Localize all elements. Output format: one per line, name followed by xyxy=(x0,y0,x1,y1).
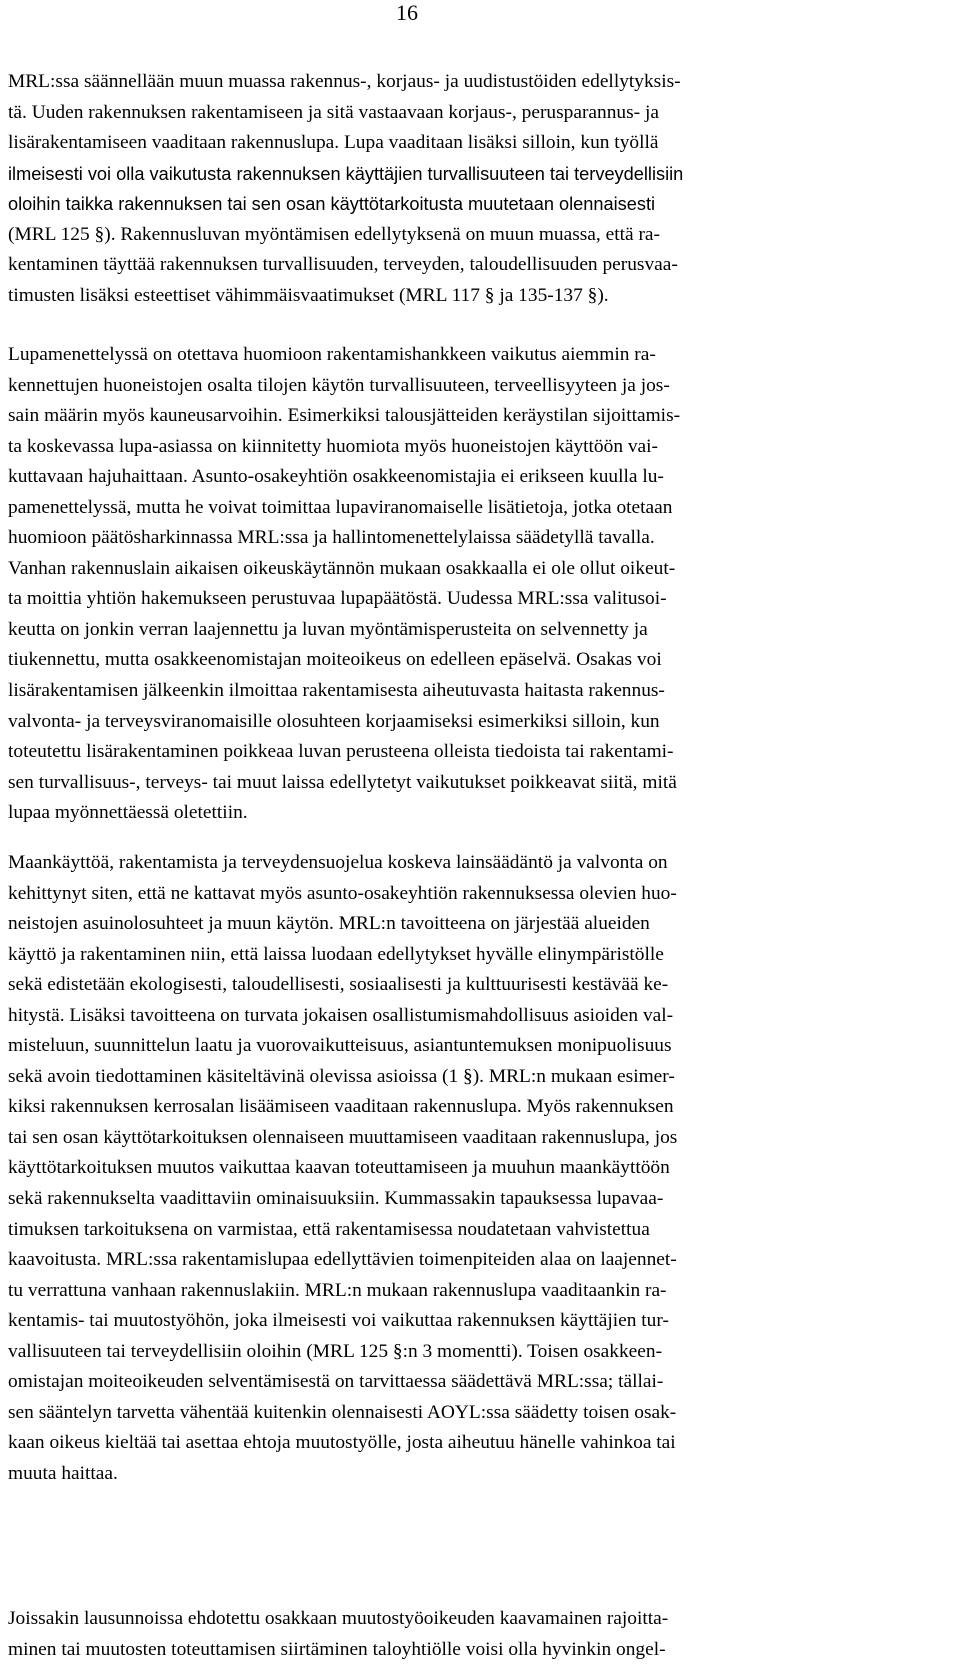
text-line: kiksi rakennuksen kerrosalan lisäämiseen vaaditaan rakennuslupa. Myös rakennuksen xyxy=(8,1096,674,1118)
text-line: minen tai muutosten toteuttamisen siirtäminen taloyhtiölle voisi olla hyvinkin ongel- xyxy=(8,1638,666,1660)
text-line: kehittynyt siten, että ne kattavat myös asunto-osakeyhtiön rakennuksessa olevien huo- xyxy=(8,882,677,904)
text-line: kennettujen huoneistojen osalta tilojen käytön turvallisuuteen, terveellisyyteen ja jos- xyxy=(8,374,670,396)
text-line: valvonta- ja terveysviranomaisille olosuhteen korjaamiseksi esimerkiksi silloin, kun xyxy=(8,710,660,732)
text-line: timuksen tarkoituksena on varmistaa, että rakentamisessa noudatetaan vahvistettua xyxy=(8,1218,650,1240)
text-line: sekä rakennukselta vaadittaviin ominaisuuksiin. Kummassakin tapauksessa lupavaa- xyxy=(8,1188,664,1210)
text-line: timusten lisäksi esteettiset vähimmäisvaatimukset (MRL 117 § ja 135-137 §). xyxy=(8,284,609,306)
text-line: kentamis- tai muutostyöhön, joka ilmeisesti voi vaikuttaa rakennuksen käyttäjien tur- xyxy=(8,1310,669,1332)
text-line: ta moittia yhtiön hakemukseen perustuvaa lupapäätöstä. Uudessa MRL:ssa valitusoi- xyxy=(8,588,667,610)
text-line: kaan oikeus kieltää tai asettaa ehtoja muutostyölle, josta aiheutuu hänelle vahinkoa tai xyxy=(8,1432,676,1454)
text-line: kaavoitusta. MRL:ssa rakentamislupaa edellyttävien toimenpiteiden alaa on laajennet- xyxy=(8,1249,677,1271)
text-line: sen turvallisuus-, terveys- tai muut laissa edellytetyt vaikutukset poikkeavat siitä, mitä xyxy=(8,771,677,793)
text-line: toteutettu lisärakentaminen poikkeaa luvan perusteena olleista tiedoista tai rakentami- xyxy=(8,741,674,763)
text-line: tai sen osan käyttötarkoituksen olennaiseen muuttamiseen vaaditaan rakennuslupa, jos xyxy=(8,1126,678,1148)
text-line: huomioon päätösharkinnassa MRL:ssa ja hallintomenettelylaissa säädetyllä tavalla. xyxy=(8,527,655,549)
text-line: kentaminen täyttää rakennuksen turvallisuuden, terveyden, taloudellisuuden perusvaa- xyxy=(8,254,678,276)
text-line: tä. Uuden rakennuksen rakentamiseen ja sitä vastaavaan korjaus-, perusparannus- ja xyxy=(8,101,659,123)
text-line: ilmeisesti voi olla vaikutusta rakennuksen käyttäjien turvallisuuteen tai terveydellisiin xyxy=(8,163,684,184)
text-line: vallisuuteen tai terveydellisiin oloihin (MRL 125 §:n 3 momentti). Toisen osakkeen- xyxy=(8,1340,663,1362)
text-line: käyttötarkoituksen muutos vaikuttaa kaavan toteuttamiseen ja muuhun maankäyttöön xyxy=(8,1157,670,1179)
paragraph-3 xyxy=(8,848,928,1489)
text-line: sen sääntelyn tarvetta vähentää kuitenkin olennaisesti AOYL:ssa säädetty toisen osak- xyxy=(8,1401,677,1423)
text-line: pamenettelyssä, mutta he voivat toimittaa lupaviranomaiselle lisätietoja, jotka otetaan xyxy=(8,496,673,518)
text-line: Vanhan rakennuslain aikaisen oikeuskäytännön mukaan osakkaalla ei ole ollut oikeut- xyxy=(8,557,676,579)
text-line: keutta on jonkin verran laajennettu ja luvan myöntämisperusteita on selvennetty ja xyxy=(8,618,648,640)
page-number: 16 xyxy=(396,0,418,25)
text-line: oloihin taikka rakennuksen tai sen osan käyttötarkoitusta muutetaan olennaisesti xyxy=(8,194,656,215)
text-line: tu verrattuna vanhaan rakennuslakiin. MRL:n mukaan rakennuslupa vaaditaankin ra- xyxy=(8,1279,667,1301)
text-line: sekä edistetään ekologisesti, taloudellisesti, sosiaalisesti ja kulttuurisesti kestävää ke- xyxy=(8,974,669,996)
text-line: lisärakentamiseen vaaditaan rakennuslupa. Lupa vaaditaan lisäksi silloin, kun työllä xyxy=(8,132,659,154)
text-line: MRL:ssa säännellään muun muassa rakennus-, korjaus- ja uudistustöiden edellytyksis- xyxy=(8,71,681,92)
text-line: Joissakin lausunnoissa ehdotettu osakkaan muutostyöoikeuden kaavamainen rajoitta- xyxy=(8,1608,669,1629)
paragraph-2 xyxy=(8,340,928,829)
text-line: lisärakentamisen jälkeenkin ilmoittaa rakentamisesta aiheutuvasta haitasta rakennus- xyxy=(8,680,665,702)
text-line: sekä avoin tiedottaminen käsiteltävinä olevissa asioissa (1 §). MRL:n mukaan esimer- xyxy=(8,1065,675,1087)
text-line: omistajan moiteoikeuden selventämisestä on tarvittaessa säädettävä MRL:ssa; tällai- xyxy=(8,1371,664,1393)
paragraph-4 xyxy=(8,1604,928,1665)
paragraph-1 xyxy=(8,67,928,311)
text-line: kuttavaan hajuhaittaan. Asunto-osakeyhtiön osakkeenomistajia ei erikseen kuulla lu- xyxy=(8,466,664,488)
text-line: käyttö ja rakentaminen niin, että laissa luodaan edellytykset hyvälle elinympäristölle xyxy=(8,943,664,965)
text-line: misteluun, suunnittelun laatu ja vuorovaikutteisuus, asiantuntemuksen monipuolisuus xyxy=(8,1035,672,1057)
text-line: Maankäyttöä, rakentamista ja terveydensuojelua koskeva lainsäädäntö ja valvonta on xyxy=(8,852,668,873)
text-line: (MRL 125 §). Rakennusluvan myöntämisen edellytyksenä on muun muassa, että ra- xyxy=(8,223,660,245)
text-line: Lupamenettelyssä on otettava huomioon rakentamishankkeen vaikutus aiemmin ra- xyxy=(8,344,656,365)
text-line: ta koskevassa lupa-asiassa on kiinnitetty huomiota myös huoneistojen käyttöön vai- xyxy=(8,435,659,457)
text-line: neistojen asuinolosuhteet ja muun käytön. MRL:n tavoitteena on järjestää alueiden xyxy=(8,913,650,935)
text-line: lupaa myönnettäessä oletettiin. xyxy=(8,802,248,824)
text-line: muuta haittaa. xyxy=(8,1462,118,1484)
text-line: sain määrin myös kauneusarvoihin. Esimerkiksi talousjätteiden keräystilan sijoittamis- xyxy=(8,405,681,427)
text-line: tiukennettu, mutta osakkeenomistajan moiteoikeus on edelleen epäselvä. Osakas voi xyxy=(8,649,662,671)
text-line: hitystä. Lisäksi tavoitteena on turvata jokaisen osallistumismahdollisuus asioiden val- xyxy=(8,1004,674,1026)
